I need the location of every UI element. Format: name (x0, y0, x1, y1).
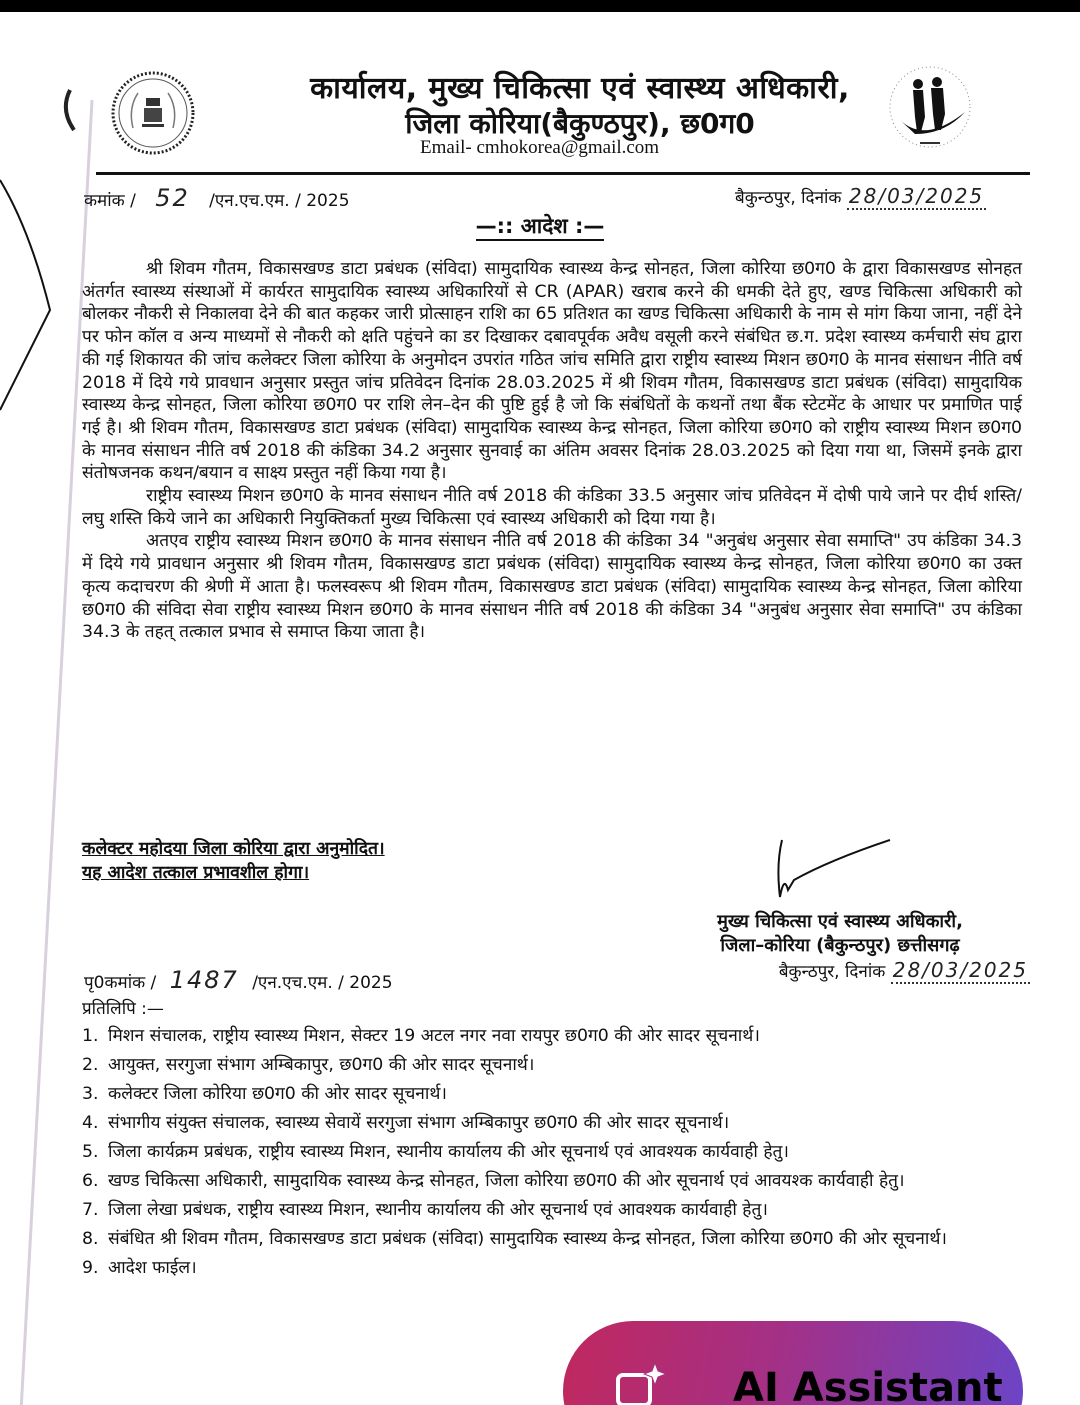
item-number: 9. (82, 1258, 99, 1278)
copy-to-title: प्रतिलिपि :— (82, 999, 164, 1019)
sparkle-screen-icon (615, 1361, 667, 1405)
item-number: 2. (82, 1055, 99, 1075)
signatory-designation: मुख्य चिकित्सा एवं स्वास्थ्य अधिकारी, (717, 911, 963, 932)
endorsement-number (84, 966, 393, 994)
signatory-date-handwritten: 28/03/2025 (892, 958, 1028, 982)
order-body (82, 258, 1022, 644)
copy-to-item (82, 1254, 1022, 1283)
approval-line-effective: यह आदेश तत्काल प्रभावशील होगा। (82, 863, 310, 883)
copy-to-item (82, 1138, 1022, 1167)
copy-to-item (82, 1051, 1022, 1080)
item-number: 3. (82, 1084, 99, 1104)
reference-number-handwritten: 52 (155, 184, 190, 212)
copy-to-item (82, 1167, 1022, 1196)
item-text: जिला लेखा प्रबंधक, राष्ट्रीय स्वास्थ्य मिशन, स्थानीय कार्यालय की ओर सूचनार्थ एवं आवश्यक कार्यवाही हेतु। (108, 1200, 768, 1220)
office-title-line1: कार्यालय, मुख्य चिकित्सा एवं स्वास्थ्य अधिकारी, (310, 71, 850, 106)
item-text: आदेश फाईल। (108, 1258, 197, 1278)
item-text: कलेक्टर जिला कोरिया छ0ग0 की ओर सादर सूचनार्थ। (108, 1084, 447, 1104)
status-bar (0, 0, 1080, 12)
item-text: मिशन संचालक, राष्ट्रीय स्वास्थ्य मिशन, सेक्टर 19 अटल नगर नवा रायपुर छ0ग0 की ओर सादर सूचनार्थ। (108, 1026, 760, 1046)
signatory-date-line (640, 958, 1040, 984)
approval-line-collector: कलेक्टर महोदया जिला कोरिया द्वारा अनुमोदित। (82, 839, 385, 859)
ai-assistant-label: AI Assistant (733, 1365, 1003, 1405)
signatory-date-label: बैकुन्ठपुर, दिनांक (778, 962, 886, 982)
order-title-text: —:: आदेश :— (476, 214, 605, 241)
endorsement-suffix: /एन.एच.एम. / 2025 (252, 973, 393, 993)
paragraph-termination: अतएव राष्ट्रीय स्वास्थ्य मिशन छ0ग0 के मानव संसाधन नीति वर्ष 2018 की कंडिका 34 "अनुबंध अनुसार सेवा समाप्ति" उप कंडिका 34.3 में दिये गये प्रावधान अनुसार श्री शिवम गौतम, विकासखण्ड डाटा प्रबंधक (संविदा) सामुदायिक स्वास्थ्य केन्द्र सोनहत, जिला कोरिया छ0ग0 का उक्त कृत्य कदाचरण की श्रेणी में आता है। फलस्वरूप श्री शिवम गौतम, विकासखण्ड डाटा प्रबंधक (संविदा) सामुदायिक स्वास्थ्य केन्द्र सोनहत, जिला कोरिया छ0ग0 की संविदा सेवा राष्ट्रीय स्वास्थ्य मिशन छ0ग0 के मानव संसाधन नीति वर्ष 2018 की कंडिका 34 "अनुबंध अनुसार सेवा समाप्ति" उप कंडिका 34.3 के तहत् तत्काल प्रभाव से समाप्त किया जाता है। (82, 531, 1022, 643)
paragraph-findings: श्री शिवम गौतम, विकासखण्ड डाटा प्रबंधक (संविदा) सामुदायिक स्वास्थ्य केन्द्र सोनहत, जिला कोरिया छ0ग0 के द्वारा विकासखण्ड सोनहत अंतर्गत स्वास्थ्य संस्थाओं में कार्यरत सामुदायिक स्वास्थ्य अधिकारियों से CR (APAR) खराब करने की धमकी देते हुए, खण्ड चिकित्सा अधिकारी को बोलकर नौकरी से निकालवा देने की बात कहकर जारी प्रोत्साहन राशि का 65 प्रतिशत का खण्ड चिकित्सा अधिकारी के नाम से मांग किया जाना, नहीं देने पर फोन कॉल व अन्य माध्यमों से नौकरी को क्षति पहुंचने का डर दिखाकर दबावपूर्वक अवैध वसूली करने संबंधित छ.ग. प्रदेश स्वास्थ्य कर्मचारी संघ द्वारा की गई शिकायत की जांच कलेक्टर जिला कोरिया के अनुमोदन उपरांत गठित जांच समिति द्वारा राष्ट्रीय स्वास्थ्य मिशन छ0ग0 के मानव संसाधन नीति वर्ष 2018 में दिये गये प्रावधान अनुसार प्रस्तुत जांच प्रतिवेदन दिनांक 28.03.2025 में श्री शिवम गौतम, विकासखण्ड डाटा प्रबंधक (संविदा) सामुदायिक स्वास्थ्य केन्द्र सोनहत, जिला कोरिया छ0ग0 पर राशि लेन–देन की पुष्टि हुई है जो कि संबंधितों के कथनों तथा बैंक स्टेटमेंट के आधार पर प्रमाणित पाई गई है। श्री शिवम गौतम, विकासखण्ड डाटा प्रबंधक (संविदा) सामुदायिक स्वास्थ्य केन्द्र सोनहत, जिला कोरिया छ0ग0 को राष्ट्रीय स्वास्थ्य मिशन छ0ग0 के मानव संसाधन नीति वर्ष 2018 की कंडिका 34.2 अनुसार सुनवाई का अंतिम अवसर दिनांक 28.03.2025 को दिया गया था, जिसमें इनके द्वारा संतोषजनक कथन/बयान व साक्ष्य प्रस्तुत नहीं किया गया है। (82, 259, 1022, 484)
header-divider (96, 172, 1030, 175)
item-number: 6. (82, 1171, 99, 1191)
office-email: Email- cmhokorea@gmail.com (420, 137, 660, 158)
chhattisgarh-emblem-icon (108, 68, 198, 158)
item-text: संबंधित श्री शिवम गौतम, विकासखण्ड डाटा प्रबंधक (संविदा) सामुदायिक स्वास्थ्य केन्द्र सोनहत, जिला कोरिया छ0ग0 की ओर सूचनार्थ। (108, 1229, 947, 1249)
reference-date-handwritten: 28/03/2025 (848, 184, 985, 208)
item-number: 7. (82, 1200, 99, 1220)
item-text: आयुक्त, सरगुजा संभाग अम्बिकापुर, छ0ग0 की ओर सादर सूचनार्थ। (108, 1055, 535, 1075)
item-text: संभागीय संयुक्त संचालक, स्वास्थ्य सेवायें सरगुजा संभाग अम्बिकापुर छ0ग0 की ओर सादर सूचनार्थ। (108, 1113, 730, 1133)
paragraph-authority: राष्ट्रीय स्वास्थ्य मिशन छ0ग0 के मानव संसाधन नीति वर्ष 2018 की कंडिका 33.5 अनुसार जांच प्रतिवेदन में दोषी पाये जाने पर दीर्घ शस्ति/लघु शस्ति किये जाने का अधिकारी नियुक्तिकर्ता मुख्य चिकित्सा एवं स्वास्थ्य अधिकारी को दिया गया है। (82, 486, 1022, 529)
order-title (0, 212, 1080, 240)
copy-to-item (82, 1022, 1022, 1051)
reference-number (84, 184, 350, 212)
item-number: 5. (82, 1142, 99, 1162)
signatory-district: जिला–कोरिया (बैकुन्ठपुर) छत्तीसगढ़ (720, 935, 960, 956)
signatory-block (640, 910, 1040, 984)
item-number: 4. (82, 1113, 99, 1133)
item-number: 1. (82, 1026, 99, 1046)
reference-suffix: /एन.एच.एम. / 2025 (209, 191, 350, 211)
ai-assistant-button[interactable] (563, 1321, 1023, 1405)
reference-date-label: बैकुन्ठपुर, दिनांक (735, 188, 842, 208)
copy-to-item (82, 1196, 1022, 1225)
signature-mark (770, 835, 900, 905)
item-text: जिला कार्यक्रम प्रबंधक, राष्ट्रीय स्वास्थ्य मिशन, स्थानीय कार्यालय की ओर सूचनार्थ एवं आवश्यक कार्यवाही हेतु। (108, 1142, 789, 1162)
copy-to-list (82, 1022, 1022, 1283)
office-title-line2: जिला कोरिया(बैकुण्ठपुर), छ0ग0 (405, 107, 755, 140)
endorsement-number-handwritten: 1487 (169, 966, 239, 994)
item-text: खण्ड चिकित्सा अधिकारी, सामुदायिक स्वास्थ्य केन्द्र सोनहत, जिला कोरिया छ0ग0 की ओर सूचनार्थ एवं आवयश्क कार्यवाही हेतु। (108, 1171, 905, 1191)
copy-to-item (82, 1109, 1022, 1138)
reference-prefix: कमांक / (84, 191, 136, 211)
reference-date (735, 184, 986, 208)
item-number: 8. (82, 1229, 99, 1249)
endorsement-prefix: पृ0कमांक / (84, 973, 157, 993)
copy-to-item (82, 1080, 1022, 1109)
copy-to-item (82, 1225, 1022, 1254)
